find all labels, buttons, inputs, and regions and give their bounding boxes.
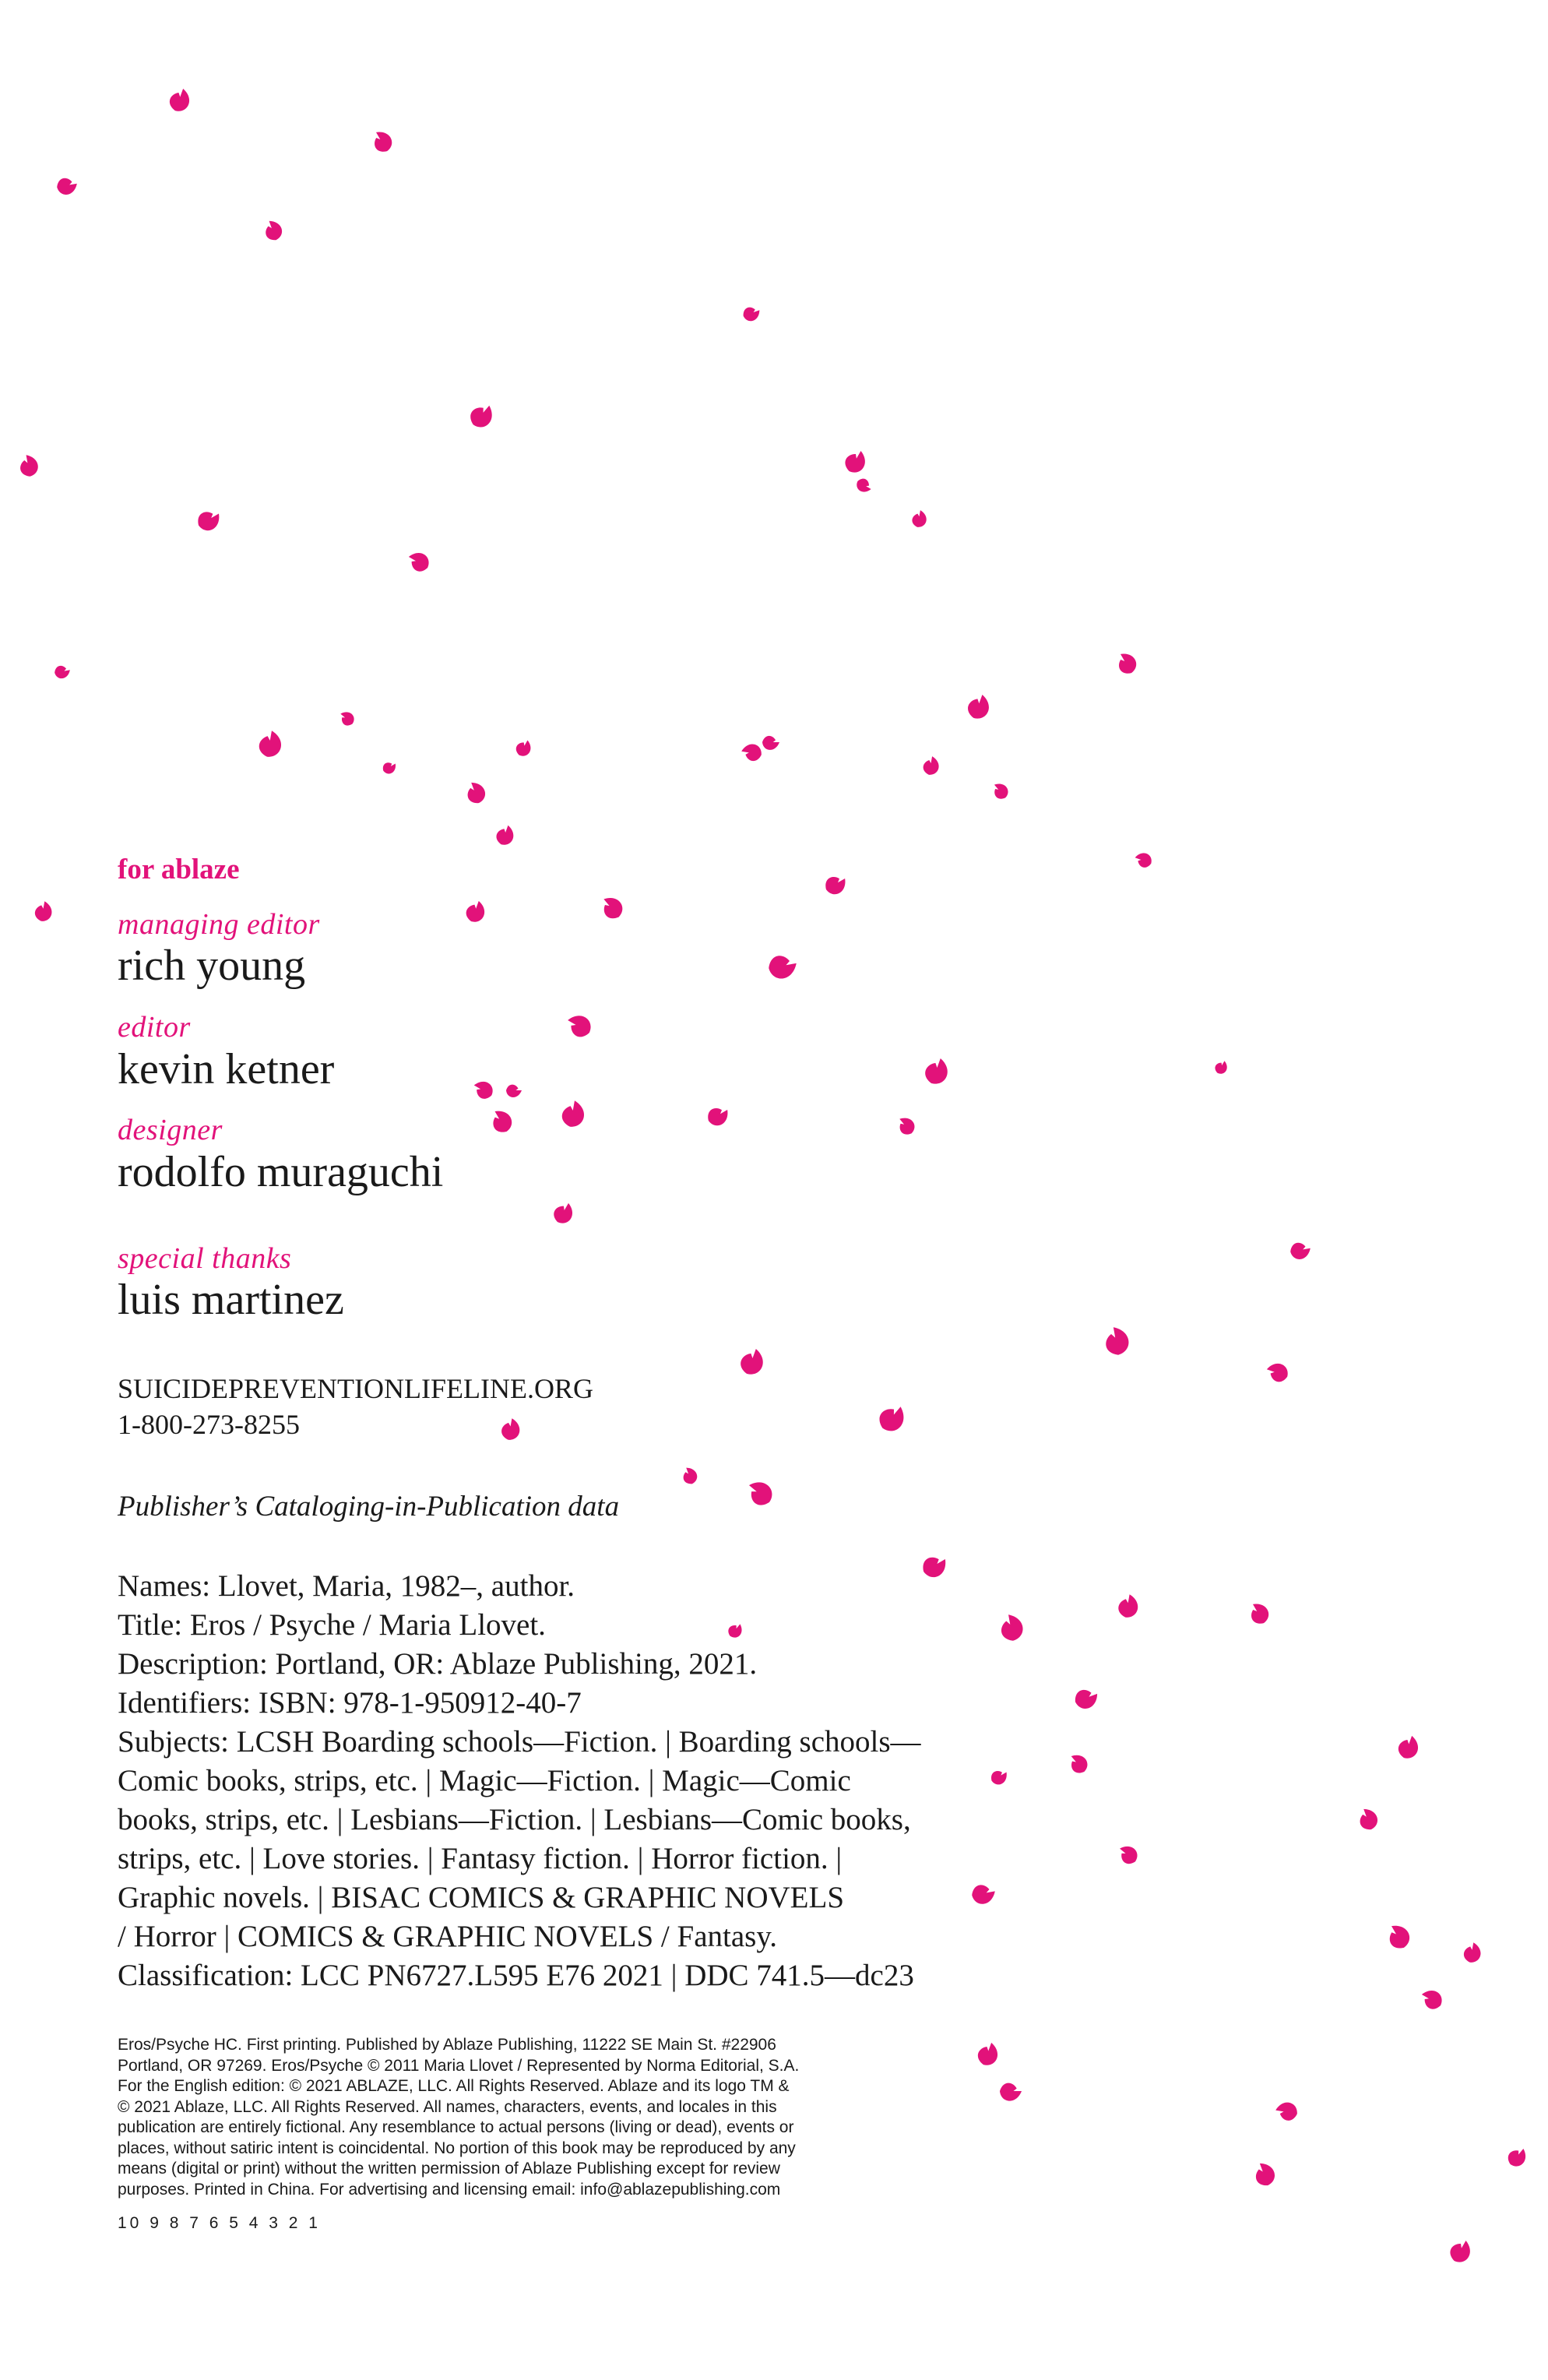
rose-petal-icon: [970, 1882, 997, 1906]
rose-petal-icon: [741, 742, 763, 762]
rose-petal-icon: [33, 900, 54, 923]
rose-petal-icon: [1384, 1921, 1414, 1952]
rose-petal-icon: [513, 737, 534, 759]
cip-heading: Publisher’s Cataloging-in-Publication data: [118, 1491, 620, 1523]
rose-petal-icon: [1462, 1942, 1483, 1964]
rose-petal-icon: [874, 1400, 910, 1437]
rose-petal-icon: [405, 548, 433, 575]
legal-line: Eros/Psyche HC. First printing. Published by Ablaze Publishing, 11222 SE Main St. #22906: [118, 2036, 776, 2054]
lifeline-url: SUICIDEPREVENTIONLIFELINE.ORG: [118, 1373, 593, 1404]
rose-petal-icon: [470, 1077, 496, 1102]
cip-line: Identifiers: ISBN: 978-1-950912-40-7: [118, 1686, 582, 1720]
rose-petal-icon: [854, 477, 874, 495]
cip-line: Names: Llovet, Maria, 1982–, author.: [118, 1569, 575, 1603]
role-editor: editor: [118, 1011, 191, 1044]
rose-petal-icon: [463, 780, 487, 806]
rose-petal-icon: [1000, 2083, 1022, 2101]
legal-line: places, without satiric intent is coincidental. No portion of this book may be reproduced by any: [118, 2139, 796, 2157]
legal-line: purposes. Printed in China. For advertising and licensing email: info@ablazepublishing.com: [118, 2180, 781, 2199]
rose-petal-icon: [597, 892, 627, 923]
rose-petal-icon: [381, 759, 399, 776]
rose-petal-icon: [494, 822, 516, 847]
rose-petal-icon: [194, 506, 223, 534]
printing-line: 10 9 8 7 6 5 4 3 2 1: [118, 2214, 321, 2232]
rose-petal-icon: [1395, 1733, 1421, 1762]
rose-petal-icon: [1274, 2100, 1299, 2122]
rose-petal-icon: [1246, 1600, 1272, 1628]
rose-petal-icon: [1504, 2144, 1530, 2171]
rose-petal-icon: [1114, 650, 1140, 678]
rose-petal-icon: [551, 1199, 577, 1227]
rose-petal-icon: [1447, 2236, 1475, 2266]
rose-petal-icon: [990, 780, 1011, 801]
rose-petal-icon: [737, 1346, 767, 1378]
rose-petal-icon: [842, 446, 870, 476]
rose-petal-icon: [506, 1085, 522, 1097]
credits-heading: for ablaze: [118, 854, 240, 885]
name-designer: rodolfo muraguchi: [118, 1148, 444, 1196]
name-editor: kevin ketner: [118, 1045, 335, 1093]
rose-petal-icon: [743, 1476, 777, 1509]
legal-notice: [118, 2035, 912, 2200]
role-designer: designer: [118, 1114, 223, 1146]
rose-petal-icon: [1418, 1986, 1446, 2012]
rose-petal-icon: [487, 1106, 515, 1135]
cip-line: Comic books, strips, etc. | Magic—Fiction. | Magic—Comic: [118, 1764, 851, 1797]
cip-line: Subjects: LCSH Boarding schools—Fiction. | Boarding schools—: [118, 1725, 921, 1759]
rose-petal-icon: [911, 509, 928, 529]
cip-line: books, strips, etc. | Lesbians—Fiction. | Lesbians—Comic books,: [118, 1803, 911, 1836]
rose-petal-icon: [262, 218, 284, 243]
rose-petal-icon: [822, 871, 850, 898]
role-managing-editor: managing editor: [118, 908, 320, 941]
rose-petal-icon: [988, 1766, 1010, 1787]
cip-line: strips, etc. | Love stories. | Fantasy fiction. | Horror fiction. |: [118, 1842, 843, 1875]
rose-petal-icon: [54, 664, 72, 680]
rose-petal-icon: [1213, 1058, 1230, 1076]
rose-petal-icon: [18, 453, 40, 478]
legal-line: publication are entirely fictional. Any resemblance to actual persons (living or dead), events or: [118, 2118, 794, 2136]
rose-petal-icon: [762, 736, 779, 750]
legal-line: For the English edition: © 2021 ABLAZE, LLC. All Rights Reserved. Ablaze and its logo TM &: [118, 2077, 790, 2095]
rose-petal-icon: [463, 898, 487, 924]
name-special-thanks: luis martinez: [118, 1276, 344, 1324]
cip-line: Title: Eros / Psyche / Maria Llovet.: [118, 1608, 546, 1642]
rose-petal-icon: [1065, 1751, 1091, 1777]
rose-petal-icon: [922, 1055, 952, 1088]
rose-petal-icon: [975, 2040, 1001, 2068]
cip-line: Classification: LCC PN6727.L595 E76 2021 | DDC 741.5—dc23: [118, 1959, 914, 1992]
rose-petal-icon: [1103, 1325, 1131, 1357]
rose-petal-icon: [741, 305, 762, 324]
legal-line: Portland, OR 97269. Eros/Psyche © 2011 Maria Llovet / Represented by Norma Editorial, S.A.: [118, 2056, 800, 2075]
rose-petal-icon: [965, 692, 993, 722]
lifeline-phone: 1-800-273-8255: [118, 1409, 300, 1440]
rose-petal-icon: [1251, 2160, 1277, 2188]
rose-petal-icon: [1264, 1360, 1290, 1384]
rose-petal-icon: [767, 953, 799, 981]
role-special-thanks: special thanks: [118, 1242, 292, 1275]
cip-data: [118, 1567, 921, 1995]
legal-line: © 2021 Ablaze, LLC. All Rights Reserved. All names, characters, events, and locales in this: [118, 2097, 777, 2116]
rose-petal-icon: [563, 1011, 595, 1041]
rose-petal-icon: [919, 1551, 951, 1582]
rose-petal-icon: [1133, 850, 1154, 870]
rose-petal-icon: [922, 755, 941, 776]
rose-petal-icon: [681, 1465, 700, 1486]
rose-petal-icon: [258, 729, 283, 759]
rose-petal-icon: [1289, 1241, 1312, 1261]
rose-petal-icon: [369, 128, 396, 156]
rose-petal-icon: [561, 1099, 586, 1128]
rose-petal-icon: [466, 400, 498, 431]
cip-line: / Horror | COMICS & GRAPHIC NOVELS / Fantasy.: [118, 1920, 778, 1953]
rose-petal-icon: [1072, 1685, 1101, 1711]
rose-petal-icon: [999, 1613, 1025, 1642]
legal-line: means (digital or print) without the written permission of Ablaze Publishing except for review: [118, 2160, 780, 2178]
rose-petal-icon: [1117, 1593, 1140, 1619]
rose-petal-icon: [705, 1103, 733, 1129]
rose-petal-icon: [337, 709, 357, 728]
cip-line: Graphic novels. | BISAC COMICS & GRAPHIC NOVELS: [118, 1881, 845, 1914]
rose-petal-icon: [1115, 1842, 1142, 1868]
rose-petal-icon: [894, 1114, 918, 1138]
cip-line: Description: Portland, OR: Ablaze Publishing, 2021.: [118, 1647, 758, 1681]
name-managing-editor: rich young: [118, 942, 306, 990]
rose-petal-icon: [167, 86, 192, 114]
rose-petal-icon: [56, 176, 79, 196]
lifeline-block: [118, 1371, 593, 1442]
rose-petal-icon: [1356, 1806, 1380, 1833]
